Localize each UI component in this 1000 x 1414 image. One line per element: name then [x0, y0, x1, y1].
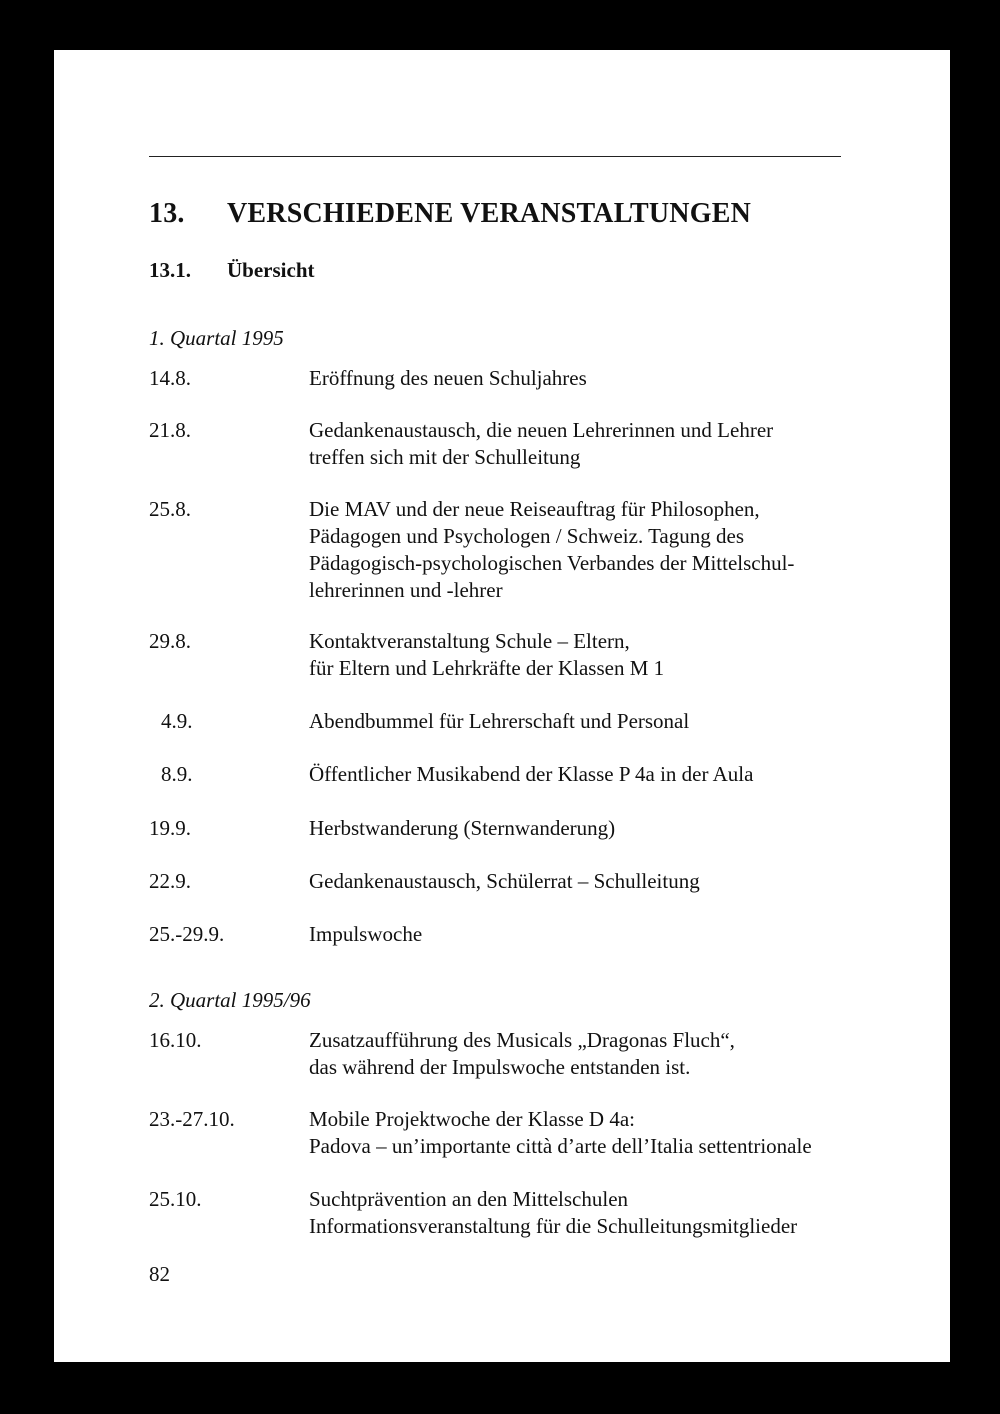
event-description: Kontaktveranstaltung Schule – Eltern, für Eltern und Lehrkräfte der Klassen M 1	[309, 629, 665, 680]
event-date: 19.9.	[149, 816, 191, 840]
event-date: 29.8.	[149, 629, 191, 653]
event-date: 25.-29.9.	[149, 922, 225, 946]
event-description: Gedankenaustausch, Schülerrat – Schulleitung	[309, 869, 700, 893]
event-date: 8.9.	[161, 762, 193, 786]
event-description: Impulswoche	[309, 922, 423, 946]
event-date: 25.10.	[149, 1187, 202, 1211]
event-description: Herbstwanderung (Sternwanderung)	[309, 816, 616, 840]
event-description: Die MAV und der neue Reiseauftrag für Philosophen, Pädagogen und Psychologen / Schweiz. Tagung des Pädagogisch-psychologischen Verbandes der Mittelschul- lehrerinnen und -lehrer	[309, 497, 795, 602]
event-date: 23.-27.10.	[149, 1107, 235, 1131]
chapter-heading	[149, 198, 751, 230]
quarter-heading: 2. Quartal 1995/96	[149, 988, 311, 1012]
quarter-heading: 1. Quartal 1995	[149, 326, 284, 350]
section-title: Übersicht	[227, 258, 315, 282]
event-date: 21.8.	[149, 418, 191, 442]
event-description: Zusatzaufführung des Musicals „Dragonas Fluch“, das während der Impulswoche entstanden ist.	[309, 1028, 735, 1079]
event-date: 14.8.	[149, 366, 191, 390]
event-description: Mobile Projektwoche der Klasse D 4a: Padova – un’importante città d’arte dell’Italia settentrionale	[309, 1107, 812, 1158]
section-heading	[149, 258, 315, 283]
event-date: 16.10.	[149, 1028, 202, 1052]
section-number: 13.1.	[149, 258, 191, 282]
chapter-number: 13.	[149, 198, 185, 229]
event-description: Abendbummel für Lehrerschaft und Personal	[309, 709, 690, 733]
event-description: Öffentlicher Musikabend der Klasse P 4a in der Aula	[309, 762, 754, 786]
chapter-title: VERSCHIEDENE VERANSTALTUNGEN	[227, 198, 751, 229]
event-description: Eröffnung des neuen Schuljahres	[309, 366, 587, 390]
event-description: Suchtprävention an den Mittelschulen Informationsveranstaltung für die Schulleitungsmitglieder	[309, 1187, 798, 1238]
document-page	[54, 50, 950, 1362]
event-date: 4.9.	[161, 709, 193, 733]
event-date: 22.9.	[149, 869, 191, 893]
event-date: 25.8.	[149, 497, 191, 521]
page-number: 82	[149, 1262, 170, 1286]
header-rule	[149, 156, 841, 157]
event-description: Gedankenaustausch, die neuen Lehrerinnen und Lehrer treffen sich mit der Schulleitung	[309, 418, 774, 469]
